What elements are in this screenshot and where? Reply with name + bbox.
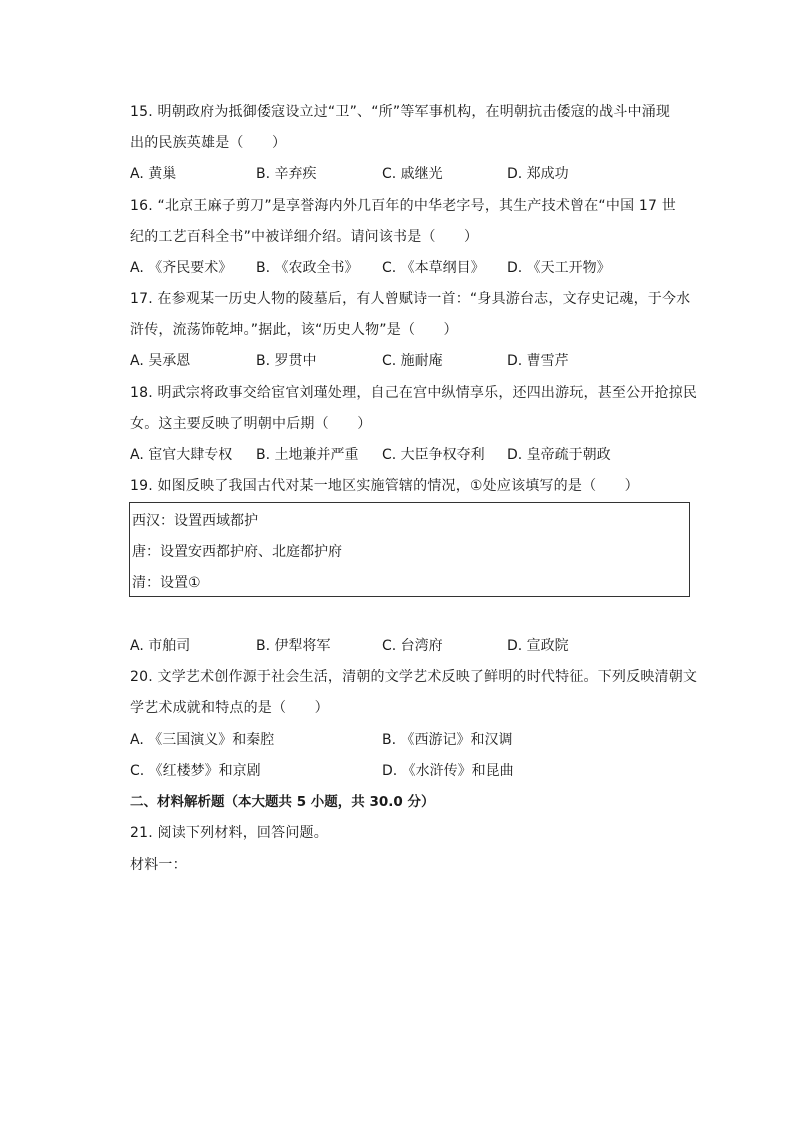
q20-options-row1	[130, 730, 700, 750]
q20-stem-line2: 学艺术成就和特点的是（ ）	[130, 700, 329, 716]
q16-option-d[interactable]: D. 《天工开物》	[507, 260, 611, 276]
q17-stem-line2: 浒传，流荡饰乾坤。”据此，该“历史人物”是（ ）	[130, 322, 458, 338]
q17-option-b[interactable]: B. 罗贯中	[256, 353, 317, 369]
q15-option-a[interactable]: A. 黄巢	[130, 166, 177, 182]
q19-material-box	[129, 502, 690, 597]
section-heading: 二、材料解析题（本大题共 5 小题，共 30.0 分）	[130, 794, 435, 810]
q20-options-row2	[130, 761, 700, 781]
q15-options	[130, 164, 700, 184]
q19-option-b[interactable]: B. 伊犁将军	[256, 638, 331, 654]
q20-option-b[interactable]: B. 《西游记》和汉调	[382, 732, 513, 748]
q16-option-b[interactable]: B. 《农政全书》	[256, 260, 359, 276]
q17-options	[130, 351, 700, 371]
q21-stem: 21. 阅读下列材料，回答问题。	[130, 825, 328, 841]
q19-option-a[interactable]: A. 市舶司	[130, 638, 191, 654]
q16-stem-line1: 16. “北京王麻子剪刀”是享誉海内外几百年的中华老字号，其生产技术曾在“中国 17 世	[130, 198, 676, 214]
q18-options	[130, 445, 700, 465]
q15-option-d[interactable]: D. 郑成功	[507, 166, 569, 182]
q19-option-c[interactable]: C. 台湾府	[382, 638, 443, 654]
q17-option-c[interactable]: C. 施耐庵	[382, 353, 443, 369]
q18-option-d[interactable]: D. 皇帝疏于朝政	[507, 447, 611, 463]
q15-option-b[interactable]: B. 辛弃疾	[256, 166, 317, 182]
q19-options	[130, 636, 700, 656]
q19-stem-line1: 19. 如图反映了我国古代对某一地区实施管辖的情况，①处应该填写的是（ ）	[130, 478, 639, 494]
q19-box-line1: 西汉：设置西域都护	[132, 513, 258, 529]
q19-box-line3: 清：设置①	[132, 575, 201, 591]
q16-stem-line2: 纪的工艺百科全书”中被详细介绍。请问该书是（ ）	[130, 229, 479, 245]
q17-stem-line1: 17. 在参观某一历史人物的陵墓后，有人曾赋诗一首：“身具游台志，文存史记魂，于今水	[130, 291, 691, 307]
q20-option-a[interactable]: A. 《三国演义》和秦腔	[130, 732, 275, 748]
q19-box-line2: 唐：设置安西都护府、北庭都护府	[132, 544, 342, 560]
q17-option-d[interactable]: D. 曹雪芹	[507, 353, 569, 369]
q16-option-c[interactable]: C. 《本草纲目》	[382, 260, 485, 276]
q17-option-a[interactable]: A. 吴承恩	[130, 353, 191, 369]
q20-option-c[interactable]: C. 《红楼梦》和京剧	[130, 763, 261, 779]
q15-stem-line2: 出的民族英雄是（ ）	[130, 135, 287, 151]
q15-stem-line1: 15. 明朝政府为抵御倭寇设立过“卫”、“所”等军事机构，在明朝抗击倭寇的战斗中涌现	[130, 104, 671, 120]
q21-material-label: 材料一：	[130, 857, 187, 873]
q18-stem-line1: 18. 明武宗将政事交给宦官刘瑾处理，自己在宫中纵情享乐，还四出游玩，甚至公开抢掠民	[130, 385, 698, 401]
q19-option-d[interactable]: D. 宣政院	[507, 638, 569, 654]
q18-stem-line2: 女。这主要反映了明朝中后期（ ）	[130, 416, 372, 432]
q20-stem-line1: 20. 文学艺术创作源于社会生活，清朝的文学艺术反映了鲜明的时代特征。下列反映清朝文	[130, 669, 698, 685]
q16-option-a[interactable]: A. 《齐民要术》	[130, 260, 233, 276]
q15-option-c[interactable]: C. 戚继光	[382, 166, 443, 182]
q18-option-c[interactable]: C. 大臣争权夺利	[382, 447, 485, 463]
q20-option-d[interactable]: D. 《水浒传》和昆曲	[382, 763, 514, 779]
q18-option-a[interactable]: A. 宦官大肆专权	[130, 447, 233, 463]
q18-option-b[interactable]: B. 土地兼并严重	[256, 447, 359, 463]
q16-options	[130, 258, 700, 278]
